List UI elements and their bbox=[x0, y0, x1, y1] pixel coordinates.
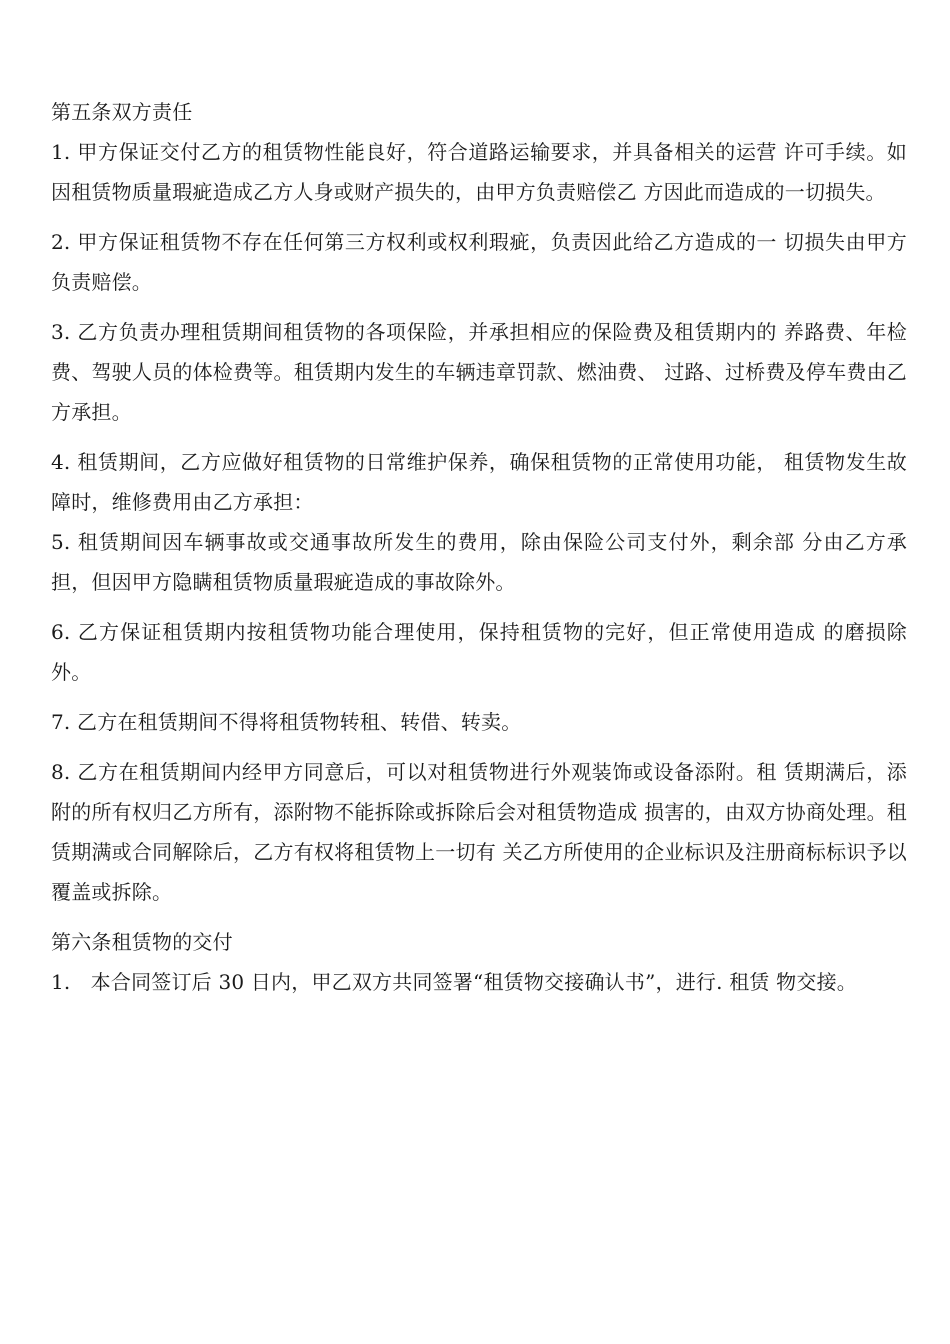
clause-5-5: 5. 租赁期间因车辆事故或交通事故所发生的费用，除由保险公司支付外，剩余部 分由乙方承担，但因甲方隐瞒租赁物质量瑕疵造成的事故除外。 bbox=[51, 530, 907, 594]
clause-5-6: 6. 乙方保证租赁期内按租赁物功能合理使用，保持租赁物的完好，但正常使用造成 的磨损除外。 bbox=[51, 620, 907, 684]
section-5-heading: 第五条双方责任 bbox=[51, 100, 193, 124]
clause-5-8: 8. 乙方在租赁期间内经甲方同意后，可以对租赁物进行外观装饰或设备添附。租 赁期满后，添附的所有权归乙方所有，添附物不能拆除或拆除后会对租赁物造成 损害的，由双方协商处理。租赁期满或合同解除后，乙方有权将租赁物上一切有 关乙方所使用的企业标识及注册商标标识予以覆盖或拆除。 bbox=[51, 760, 907, 904]
clause-5-3: 3. 乙方负责办理租赁期间租赁物的各项保险，并承担相应的保险费及租赁期内的 养路费、年检费、驾驶人员的体检费等。租赁期内发生的车辆违章罚款、燃油费、 过路、过桥费及停车费由乙方承担。 bbox=[51, 320, 907, 424]
clause-5-2: 2. 甲方保证租赁物不存在任何第三方权利或权利瑕疵，负责因此给乙方造成的一 切损失由甲方负责赔偿。 bbox=[51, 230, 907, 294]
clause-5-4: 4. 租赁期间，乙方应做好租赁物的日常维护保养，确保租赁物的正常使用功能， 租赁物发生故障时，维修费用由乙方承担： bbox=[51, 450, 907, 514]
clause-5-7: 7. 乙方在租赁期间不得将租赁物转租、转借、转卖。 bbox=[51, 710, 522, 734]
clause-5-1: 1. 甲方保证交付乙方的租赁物性能良好，符合道路运输要求，并具备相关的运营 许可手续。如因租赁物质量瑕疵造成乙方人身或财产损失的，由甲方负责赔偿乙 方因此而造成的一切损失。 bbox=[51, 140, 907, 204]
section-6-heading: 第六条租赁物的交付 bbox=[51, 930, 233, 954]
clause-6-1: 1. 本合同签订后 30 日内，甲乙双方共同签署“租赁物交接确认书”，进行. 租赁 物交接。 bbox=[51, 970, 857, 994]
document-page bbox=[51, 92, 907, 1002]
